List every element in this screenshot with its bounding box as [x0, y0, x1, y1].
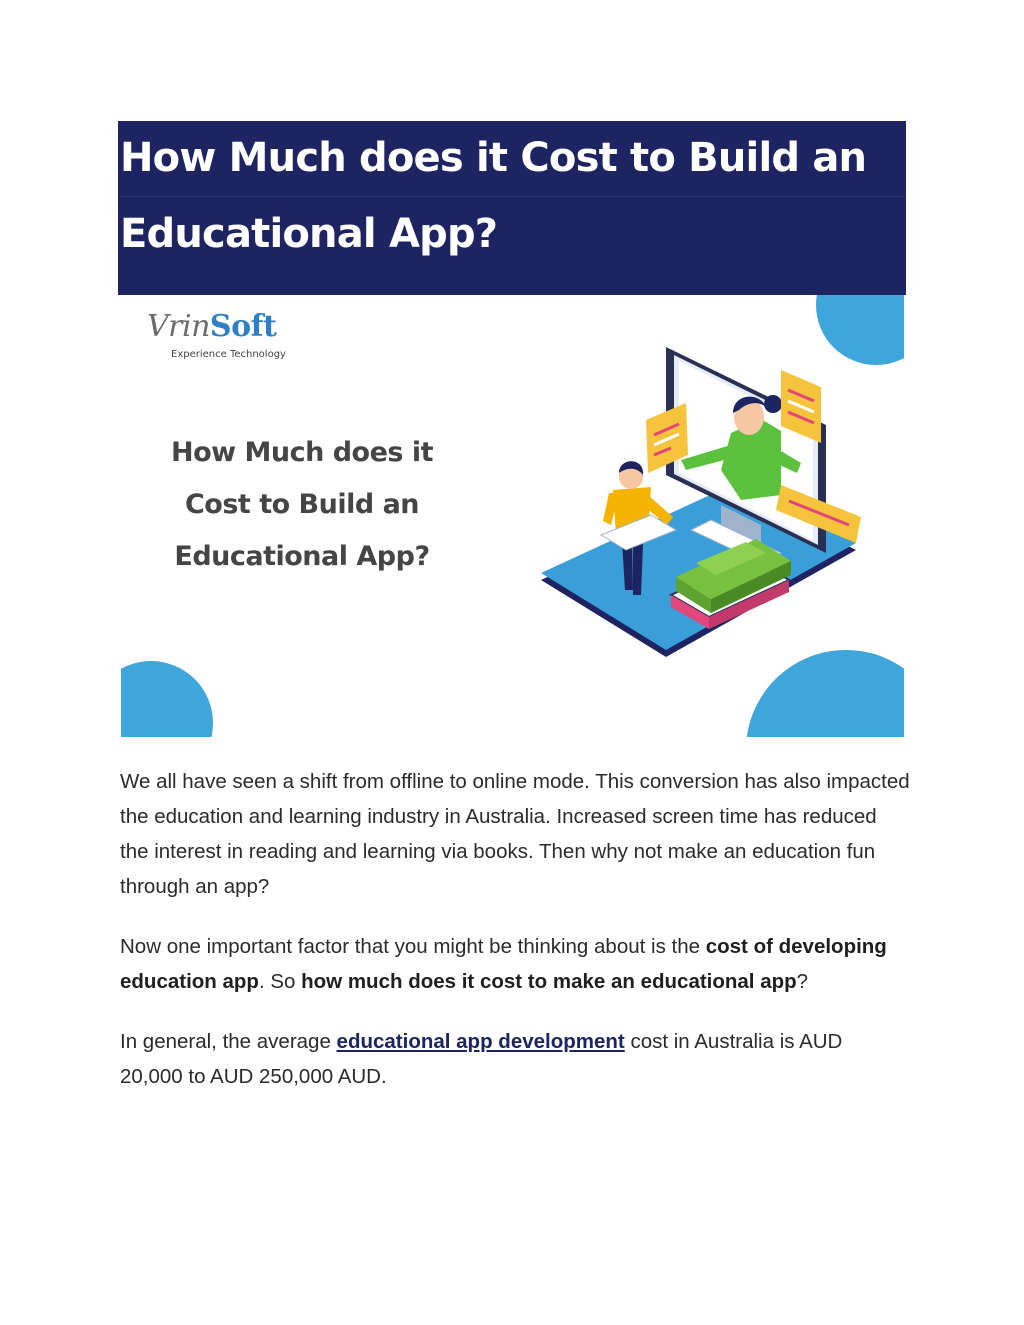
page-title-line-2: Educational App?	[120, 196, 906, 271]
paragraph-text: cost in Australia is AUD 20,000 to AUD 250,000 AUD.	[120, 1030, 843, 1088]
bold-phrase-cost: cost of developing education app	[120, 935, 887, 993]
logo-tagline: Experience Technology	[171, 349, 286, 360]
banner-heading	[141, 427, 463, 583]
hero-image	[121, 295, 904, 737]
paragraph-text: ?	[796, 970, 809, 993]
paragraph-cost-range	[120, 1024, 910, 1094]
bold-phrase-question: how much does it cost to make an educational app	[301, 970, 797, 993]
banner-heading-line-1: How Much does it	[170, 437, 434, 468]
paragraph-text: In general, the average	[120, 1030, 337, 1053]
banner-heading-line-3: Educational App?	[174, 541, 430, 572]
vrinsoft-logo	[147, 309, 297, 369]
title-banner	[118, 121, 906, 295]
decor-circle-top-right	[816, 295, 904, 365]
educational-app-development-link[interactable]: educational app development	[336, 1030, 625, 1053]
paragraph-cost-question	[120, 929, 910, 999]
paragraph-intro: We all have seen a shift from offline to online mode. This conversion has also impacted the education and learning industry in Australia. Increased screen time has reduced the interest in reading and learning via books. Then why not make an education fun through an app?	[120, 770, 910, 898]
paragraph-text: . So	[258, 970, 302, 993]
banner-heading-line-2: Cost to Build an	[184, 489, 420, 520]
page-title-line-1: How Much does it Cost to Build an	[120, 135, 867, 181]
decor-circle-bottom-right	[746, 650, 904, 737]
article-body	[120, 764, 910, 1119]
logo-wordmark: VrinSoft	[147, 309, 277, 344]
paragraph-text: Now one important factor that you might be thinking about is the	[120, 935, 706, 958]
decor-circle-bottom-left	[121, 661, 213, 737]
